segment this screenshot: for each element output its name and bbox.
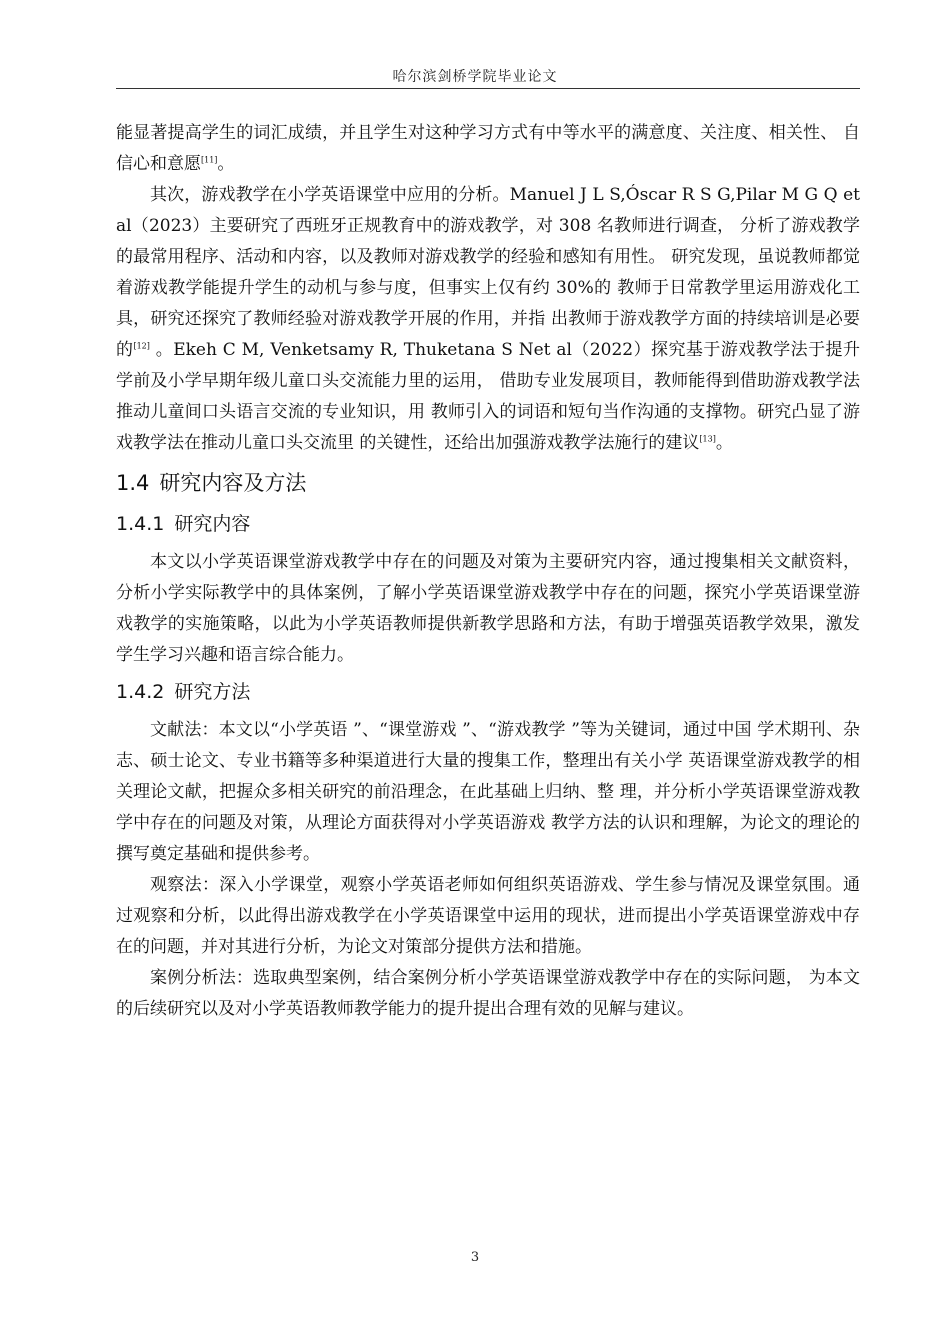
paragraph-tail: 。 [217, 154, 235, 174]
section-number: 1.4 [116, 471, 150, 495]
subsection-title: 研究方法 [174, 681, 251, 703]
subsection-heading-1-4-2 [116, 673, 860, 711]
paragraph-text: 能显著提高学生的词汇成绩，并且学生对这种学习方式有中等水平的满意度、关注度、相关性、 自信心和意愿 [116, 123, 860, 174]
method-literature-paragraph: 文献法：本文以“小学英语 ”、“课堂游戏 ”、“游戏教学 ”等为关键词，通过中国 学术期刊、杂志、硕士论文、专业书籍等多种渠道进行大量的搜集工作，整理出有关小学 英语课堂游戏教学的相关理论文献，把握众多相关研究的前沿理念，在此基础上归纳、整 理，并分析小学英语课堂游戏教学中存在的问题及对策，从理论方面获得对小学英语游戏 教学方法的认识和理解，为论文的理论的撰写奠定基础和提供参考。 [116, 720, 860, 864]
subsection-title: 研究内容 [174, 513, 251, 535]
section-heading-1-4 [116, 463, 860, 503]
page-number: 3 [470, 1250, 480, 1265]
paragraph-text: 其次，游戏教学在小学英语课堂中应用的分析。Manuel J L S,Óscar R S G,Pilar M G Q et al（2023）主要研究了西班牙正规教育中的游戏教学，对 308 名教师进行调查， 分析了游戏教学的最常用程序、活动和内容，以及教师对游戏教学的经验和感知有用性。 研究发现，虽说教师都觉着游戏教学能提升学生的动机与参与度，但事实上仅有约 30%的 教师于日常教学里运用游戏化工具，研究还探究了教师经验对游戏教学开展的作用，并指 出教师于游戏教学方面的持续培训是必要的 [116, 185, 860, 360]
running-header: 哈尔滨剑桥学院毕业论文 [392, 69, 558, 85]
citation-13[interactable]: [13] [699, 434, 716, 444]
method-observation-paragraph: 观察法：深入小学课堂，观察小学英语老师如何组织英语游戏、学生参与情况及课堂氛围。通过观察和分析，以此得出游戏教学在小学英语课堂中运用的现状，进而提出小学英语课堂游戏中存在的问题，并对其进行分析，为论文对策部分提供方法和措施。 [116, 875, 860, 957]
subsection-number: 1.4.1 [116, 513, 165, 535]
paragraph-continuation [116, 118, 860, 180]
paragraph-game-teaching-analysis [116, 180, 860, 459]
paragraph-text: 。Ekeh C M, Venketsamy R, Thuketana S Net al（2022）探究基于游戏教学法于提升学前及小学早期年级儿童口头交流能力里的运用， 借助专业发展项目，教师能得到借助游戏教学法推动儿童间口头语言交流的专业知识，用 教师引入的词语和短句当作沟通的支撑物。研究凸显了游戏教学法在推动儿童口头交流里 的关键性，还给出加强游戏教学法施行的建议 [116, 340, 861, 453]
subsection-number: 1.4.2 [116, 681, 165, 703]
section-title: 研究内容及方法 [159, 471, 307, 495]
header-rule [116, 88, 860, 89]
paragraph-tail: 。 [715, 433, 733, 453]
subsection-heading-1-4-1 [116, 505, 860, 543]
citation-12[interactable]: [12] [133, 341, 150, 351]
citation-11[interactable]: [11] [201, 155, 218, 165]
research-content-paragraph: 本文以小学英语课堂游戏教学中存在的问题及对策为主要研究内容，通过搜集相关文献资料，分析小学实际教学中的具体案例，了解小学英语课堂游戏教学中存在的问题，探究小学英语课堂游戏教学的实施策略，以此为小学英语教师提供新教学思路和方法，有助于增强英语教学效果，激发学生学习兴趣和语言综合能力。 [116, 552, 860, 665]
page-body [116, 118, 860, 1025]
method-case-analysis-paragraph: 案例分析法：选取典型案例，结合案例分析小学英语课堂游戏教学中存在的实际问题， 为本文的后续研究以及对小学英语教师教学能力的提升提出合理有效的见解与建议。 [116, 968, 860, 1019]
